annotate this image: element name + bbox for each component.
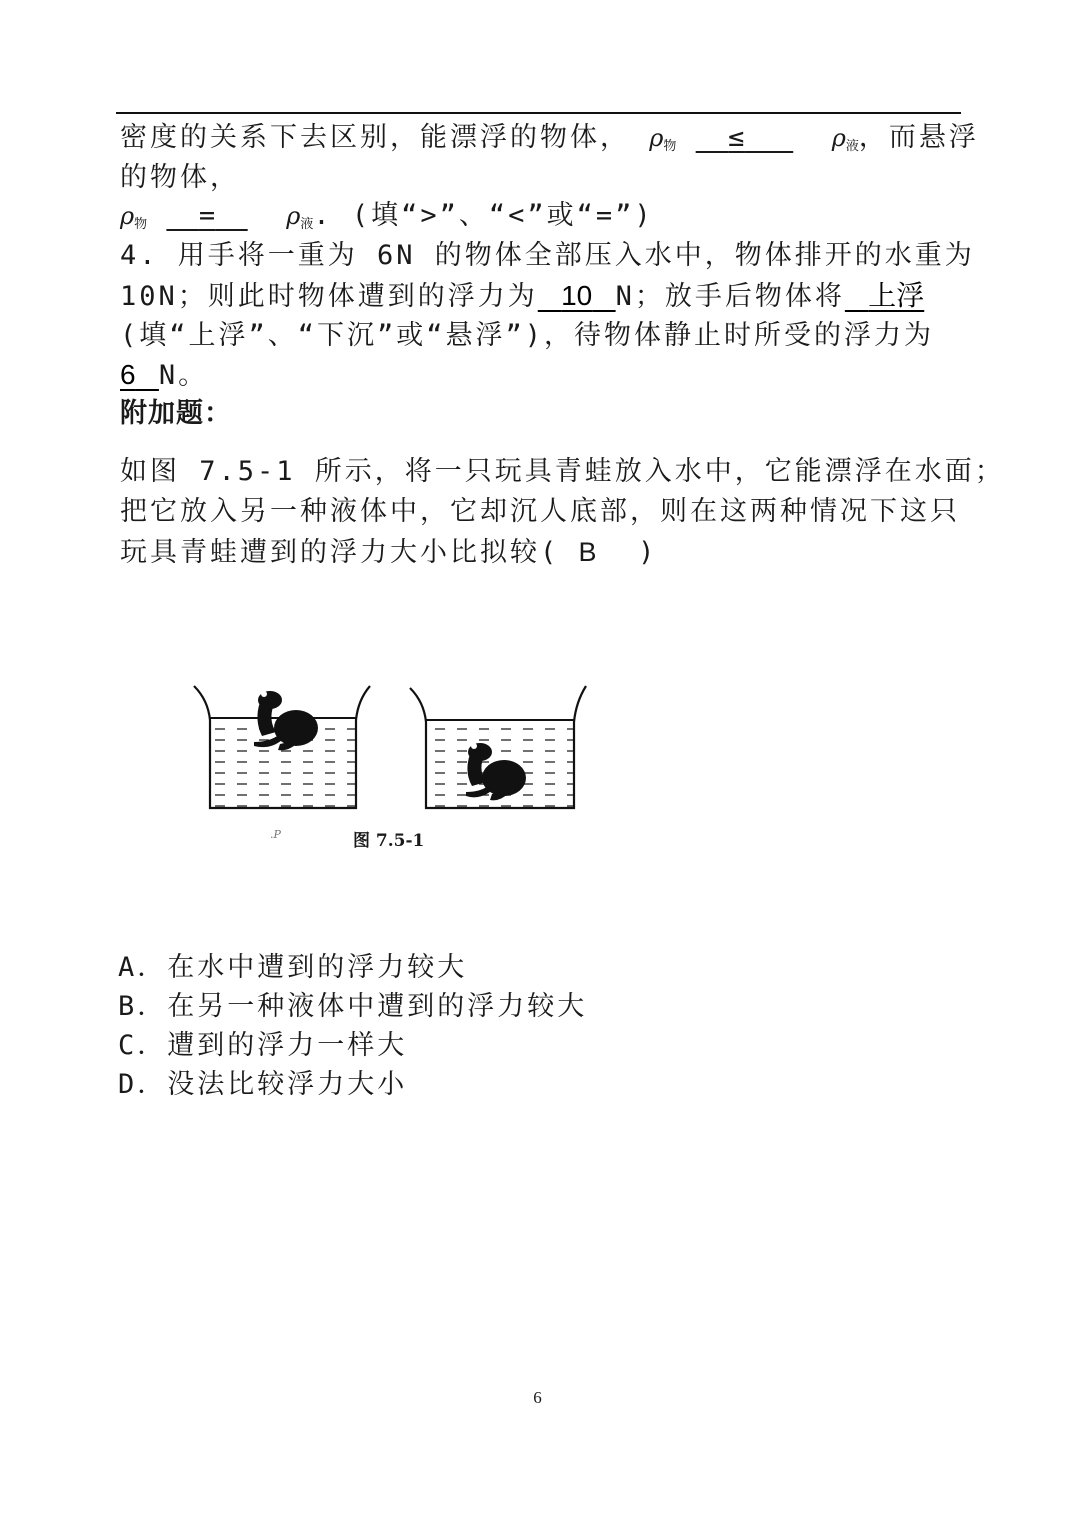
- option-a: A．在水中遭到的浮力较大: [118, 952, 468, 983]
- subscript-wu: 物: [663, 139, 677, 154]
- bonus-answer: B: [578, 537, 600, 567]
- rho-symbol: ρ: [831, 124, 846, 152]
- answer-motion: 上浮: [868, 280, 925, 311]
- right-beaker: [410, 686, 586, 808]
- left-beaker: [194, 686, 370, 808]
- bonus-heading: 附加题：: [120, 398, 232, 429]
- rho-symbol: ρ: [286, 202, 301, 230]
- q4-line-2: 10N；则此时物体遭到的浮力为 10 N；放手后物体将 上浮: [120, 280, 925, 312]
- option-c: C．遭到的浮力一样大: [118, 1030, 408, 1061]
- bonus-line-3: 玩具青蛙遭到的浮力大小比拟较( B ): [120, 537, 658, 568]
- q4-line-1: 4. 用手将一重为 6N 的物体全部压入水中，物体排开的水重为: [120, 240, 975, 271]
- answer-final-buoyancy: 6: [120, 359, 136, 390]
- subscript-ye: 液: [300, 217, 314, 232]
- q3-line-1: 密度的关系下去区别，能漂浮的物体， $\rho_物$ ≤ $\rho_液$，而悬浮: [120, 122, 979, 154]
- subscript-wu: 物: [134, 217, 148, 232]
- figure-caption: 图 7.5-1: [353, 831, 425, 851]
- rho-symbol: ρ: [649, 124, 664, 152]
- answer-buoyancy: 10: [561, 280, 593, 311]
- answer-blank-lt: ≤: [728, 122, 745, 153]
- frog-floating-icon: [254, 691, 318, 750]
- page-number: 6: [533, 1388, 542, 1407]
- subscript-ye: 液: [845, 139, 859, 154]
- figure-mark: .P: [270, 828, 281, 841]
- q4-line-4: 6 N。: [120, 359, 209, 391]
- bonus-line-1: 如图 7.5-1 所示，将一只玩具青蛙放入水中，它能漂浮在水面；: [120, 456, 1005, 487]
- option-b: B．在另一种液体中遭到的浮力较大: [118, 991, 588, 1022]
- q3-line-3: $\rho_物$ = $\rho_液$. (填“>”、“<”或“=”): [120, 200, 654, 232]
- option-d: D．没法比较浮力大小: [118, 1069, 408, 1100]
- q4-line-3: (填“上浮”、“下沉”或“悬浮”)，待物体静止时所受的浮力为: [120, 320, 935, 351]
- bonus-line-2: 把它放入另一种液体中，它却沉人底部，则在这两种情况下这只: [120, 496, 960, 527]
- q3-line-2: 的物体，: [120, 162, 240, 193]
- frog-beakers-figure: [190, 680, 600, 850]
- header-rule: [116, 112, 961, 114]
- answer-blank-eq: =: [198, 200, 216, 231]
- rho-symbol: ρ: [120, 202, 135, 230]
